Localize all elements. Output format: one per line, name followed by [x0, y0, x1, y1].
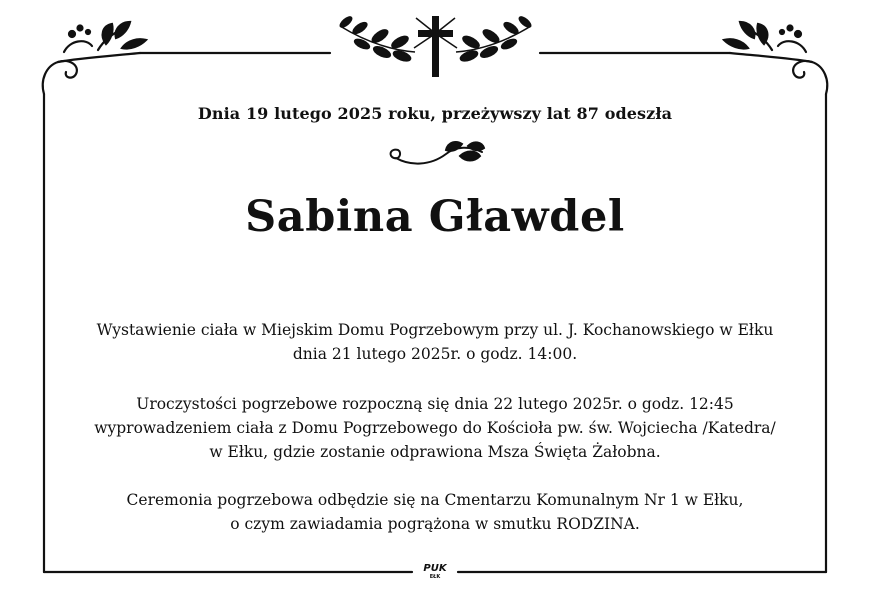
cross-laurel-icon [339, 15, 533, 77]
divider-flourish-icon [391, 142, 484, 164]
logo-main-text: PUK [423, 563, 447, 574]
puk-logo [418, 563, 452, 580]
deceased-name: Sabina Gławdel [245, 192, 625, 242]
death-announcement-headline: Dnia 19 lutego 2025 roku, przeżywszy lat 87 odeszła [197, 104, 673, 123]
corner-ornament-left-icon [43, 22, 146, 94]
viewing-line: dnia 21 lutego 2025r. o godz. 14:00. [292, 345, 578, 363]
ceremony-paragraph [40, 392, 830, 464]
viewing-paragraph [40, 318, 830, 366]
logo-sub-text: EŁK [429, 574, 441, 580]
ceremony-line: Uroczystości pogrzebowe rozpoczną się dnia 22 lutego 2025r. o godz. 12:45 [136, 395, 734, 413]
ceremony-line: wyprowadzeniem ciała z Domu Pogrzebowego do Kościoła pw. św. Wojciecha /Katedra/ [94, 419, 776, 437]
burial-paragraph [40, 488, 830, 536]
viewing-line: Wystawienie ciała w Miejskim Domu Pogrzebowym przy ul. J. Kochanowskiego w Ełku [96, 321, 774, 339]
corner-ornament-right-icon [724, 22, 827, 94]
ceremony-line: w Ełku, gdzie zostanie odprawiona Msza Święta Żałobna. [209, 443, 661, 461]
burial-line: o czym zawiadamia pogrążona w smutku RODZINA. [230, 515, 640, 533]
burial-line: Ceremonia pogrzebowa odbędzie się na Cmentarzu Komunalnym Nr 1 w Ełku, [126, 491, 744, 509]
